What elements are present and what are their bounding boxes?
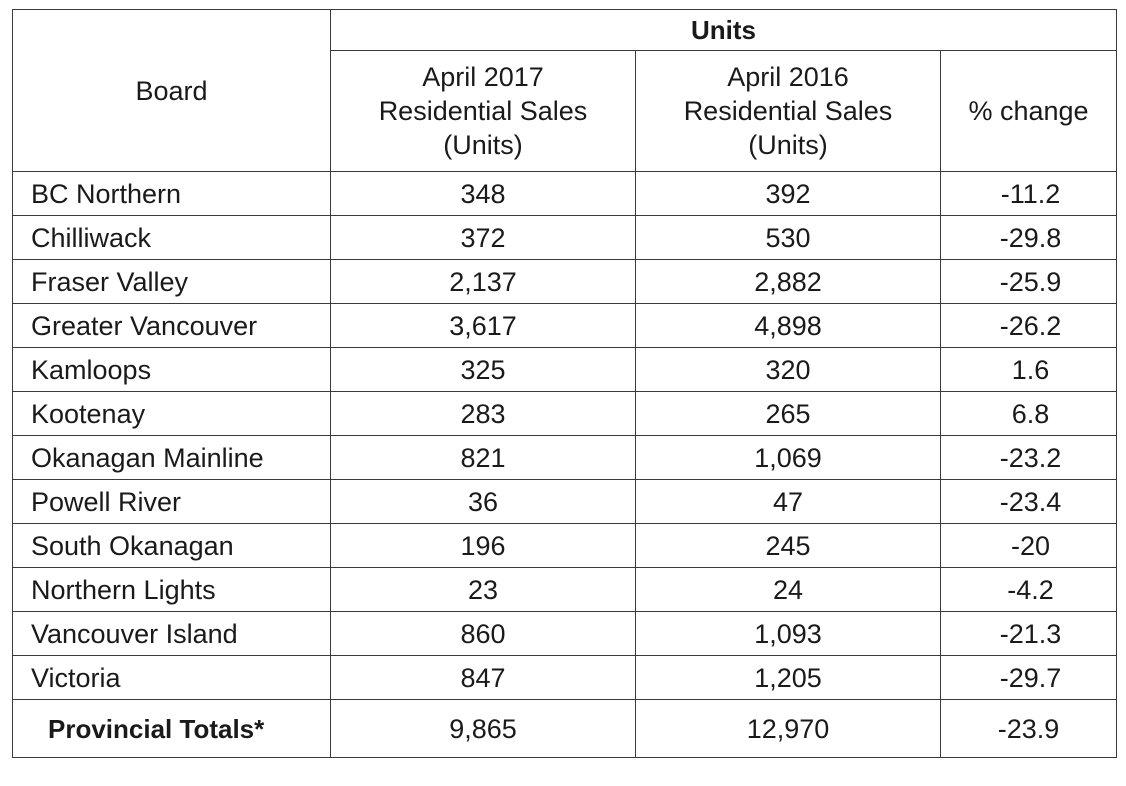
sales-2016: 392 [636,172,941,216]
sales-2017: 860 [331,612,636,656]
col-header-april-2016 [636,51,941,172]
pct-change: -29.7 [941,656,1117,700]
col-header-pct-change [941,51,1117,172]
sales-2016: 320 [636,348,941,392]
table-row [13,304,1117,348]
sales-2017: 3,617 [331,304,636,348]
board-name: Vancouver Island [13,612,331,656]
pct-change: -21.3 [941,612,1117,656]
sales-2017: 196 [331,524,636,568]
board-name: Powell River [13,480,331,524]
col-header-line: Residential Sales [378,96,588,126]
pct-change: -11.2 [941,172,1117,216]
pct-change: -26.2 [941,304,1117,348]
sales-2017: 821 [331,436,636,480]
sales-2016: 265 [636,392,941,436]
sales-2016: 24 [636,568,941,612]
sales-2017: 847 [331,656,636,700]
sales-2016: 4,898 [636,304,941,348]
sales-2016: 245 [636,524,941,568]
col-header-line: % change [968,96,1089,126]
totals-2016: 12,970 [636,700,941,758]
board-name: Okanagan Mainline [13,436,331,480]
units-group-header: Units [331,10,1117,51]
table-row [13,172,1117,216]
sales-2017: 2,137 [331,260,636,304]
sales-2016: 1,205 [636,656,941,700]
sales-2017: 372 [331,216,636,260]
board-name: Greater Vancouver [13,304,331,348]
table-row [13,260,1117,304]
col-header-line: (Units) [748,130,828,160]
board-name: BC Northern [13,172,331,216]
board-name: South Okanagan [13,524,331,568]
col-header-line: Residential Sales [683,96,893,126]
board-name: Fraser Valley [13,260,331,304]
pct-change: 1.6 [941,348,1117,392]
sales-2017: 36 [331,480,636,524]
pct-change: -20 [941,524,1117,568]
sales-2016: 47 [636,480,941,524]
pct-change: -29.8 [941,216,1117,260]
totals-2017: 9,865 [331,700,636,758]
totals-pct-change: -23.9 [941,700,1117,758]
pct-change: 6.8 [941,392,1117,436]
col-header-line: April 2016 [727,62,849,92]
header-row-units [13,10,1117,51]
table-row [13,524,1117,568]
col-header-line: (Units) [443,130,523,160]
table-row [13,436,1117,480]
sales-2017: 23 [331,568,636,612]
sales-2016: 530 [636,216,941,260]
totals-label: Provincial Totals* [13,700,331,758]
board-name: Chilliwack [13,216,331,260]
col-header-line: April 2017 [422,62,544,92]
totals-row [13,700,1117,758]
table-row [13,216,1117,260]
board-header: Board [13,10,331,172]
sales-2017: 348 [331,172,636,216]
pct-change: -23.4 [941,480,1117,524]
table-row [13,348,1117,392]
table-row [13,612,1117,656]
board-name: Kootenay [13,392,331,436]
board-name: Kamloops [13,348,331,392]
table-row [13,392,1117,436]
pct-change: -25.9 [941,260,1117,304]
sales-2016: 1,069 [636,436,941,480]
board-name: Northern Lights [13,568,331,612]
sales-2016: 1,093 [636,612,941,656]
sales-table [12,9,1117,758]
board-name: Victoria [13,656,331,700]
pct-change: -23.2 [941,436,1117,480]
table-row [13,480,1117,524]
table-row [13,656,1117,700]
sales-2016: 2,882 [636,260,941,304]
col-header-april-2017 [331,51,636,172]
sales-2017: 325 [331,348,636,392]
sales-2017: 283 [331,392,636,436]
table-row [13,568,1117,612]
pct-change: -4.2 [941,568,1117,612]
